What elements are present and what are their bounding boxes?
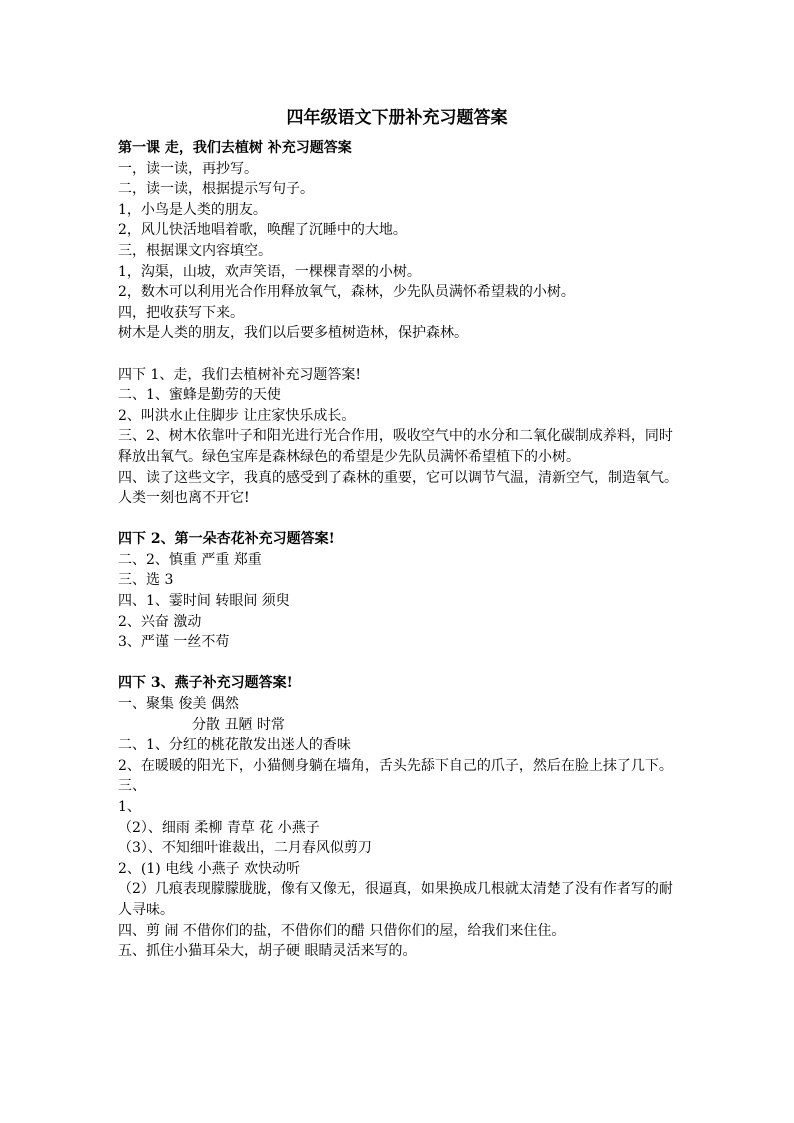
answer-line: 2，风儿快活地唱着歌，唤醒了沉睡中的大地。 xyxy=(118,222,407,239)
section-heading-lesson1: 第一课 走，我们去植树 补充习题答案 xyxy=(118,140,352,156)
answer-line: （2）、细雨 柔柳 青草 花 小燕子 xyxy=(118,819,320,836)
answer-line: 二、1、蜜蜂是勤劳的天使 xyxy=(118,387,281,404)
answer-line: 二、1、分红的桃花散发出迷人的香味 xyxy=(118,737,351,754)
answer-line: 一，读一读，再抄写。 xyxy=(118,160,258,177)
answer-line: 三、 xyxy=(118,778,146,795)
answer-line: 3、严谨 一丝不苟 xyxy=(118,634,230,651)
answer-line: 二、2、慎重 严重 郑重 xyxy=(118,551,262,568)
section-heading-lesson3: 四下 3、燕子补充习题答案! xyxy=(118,675,293,692)
spacer xyxy=(118,653,678,674)
answer-line: 2、叫洪水止住脚步 让庄家快乐成长。 xyxy=(118,407,356,424)
answer-line: 五、抓住小猫耳朵大，胡子硬 眼睛灵活来写的。 xyxy=(118,943,417,960)
answer-line: 四，把收获写下来。 xyxy=(118,304,244,321)
answer-line: 三、选 3 xyxy=(118,572,174,589)
answer-paragraph: （2）几痕表现朦朦胧胧，像有又像无，很逼真，如果换成几根就太清楚了没有作者写的耐人寻味。 xyxy=(118,881,673,918)
answer-line: 1，沟渠，山坡，欢声笑语，一棵棵青翠的小树。 xyxy=(118,263,421,280)
answer-line: （3）、不知细叶谁裁出，二月春风似剪刀 xyxy=(118,840,372,857)
answer-line: 1，小鸟是人类的朋友。 xyxy=(118,201,267,218)
answer-line: 四、剪 闹 不借你们的盐，不借你们的醋 只借你们的屋，给我们来住住。 xyxy=(118,922,566,939)
answer-line: 2、兴奋 激动 xyxy=(118,613,202,630)
answer-paragraph: 2、在暖暖的阳光下，小猫侧身躺在墙角，舌头先舔下自己的爪子，然后在脸上抹了几下。 xyxy=(118,757,673,774)
answer-line: 1、 xyxy=(118,799,141,815)
spacer xyxy=(118,509,678,530)
section-heading-lesson1b: 四下 1、走，我们去植树补充习题答案! xyxy=(118,366,361,383)
answer-line: 三，根据课文内容填空。 xyxy=(118,242,272,259)
answer-line: 一、聚集 俊美 偶然 xyxy=(118,696,239,713)
answer-line: 四、1、霎时间 转眼间 须臾 xyxy=(118,593,290,610)
answer-line: 树木是人类的朋友，我们以后要多植树造林，保护森林。 xyxy=(118,325,468,342)
document-title: 四年级语文下册补充习题答案 xyxy=(286,108,508,128)
answer-line: 2、(1) 电线 小燕子 欢快动听 xyxy=(118,860,301,877)
section-heading-lesson2: 四下 2、第一朵杏花补充习题答案! xyxy=(118,531,335,548)
answer-paragraph: 三、2、树木依靠叶子和阳光进行光合作用，吸收空气中的水分和二氧化碳制成养料，同时释放出氧气。绿色宝库是森林绿色的希望是少先队员满怀希望植下的小树。 xyxy=(118,428,673,465)
answer-line-indented: 分散 丑陋 时常 xyxy=(192,716,285,733)
spacer xyxy=(118,344,678,365)
document-body xyxy=(118,138,678,962)
answer-paragraph: 四、读了这些文字，我真的感受到了森林的重要，它可以调节气温，清新空气，制造氧气。人类一刻也离不开它! xyxy=(118,469,678,507)
answer-line: 2，数木可以利用光合作用释放氧气，森林，少先队员满怀希望栽的小树。 xyxy=(118,284,575,301)
answer-line: 二，读一读，根据提示写句子。 xyxy=(118,181,314,198)
